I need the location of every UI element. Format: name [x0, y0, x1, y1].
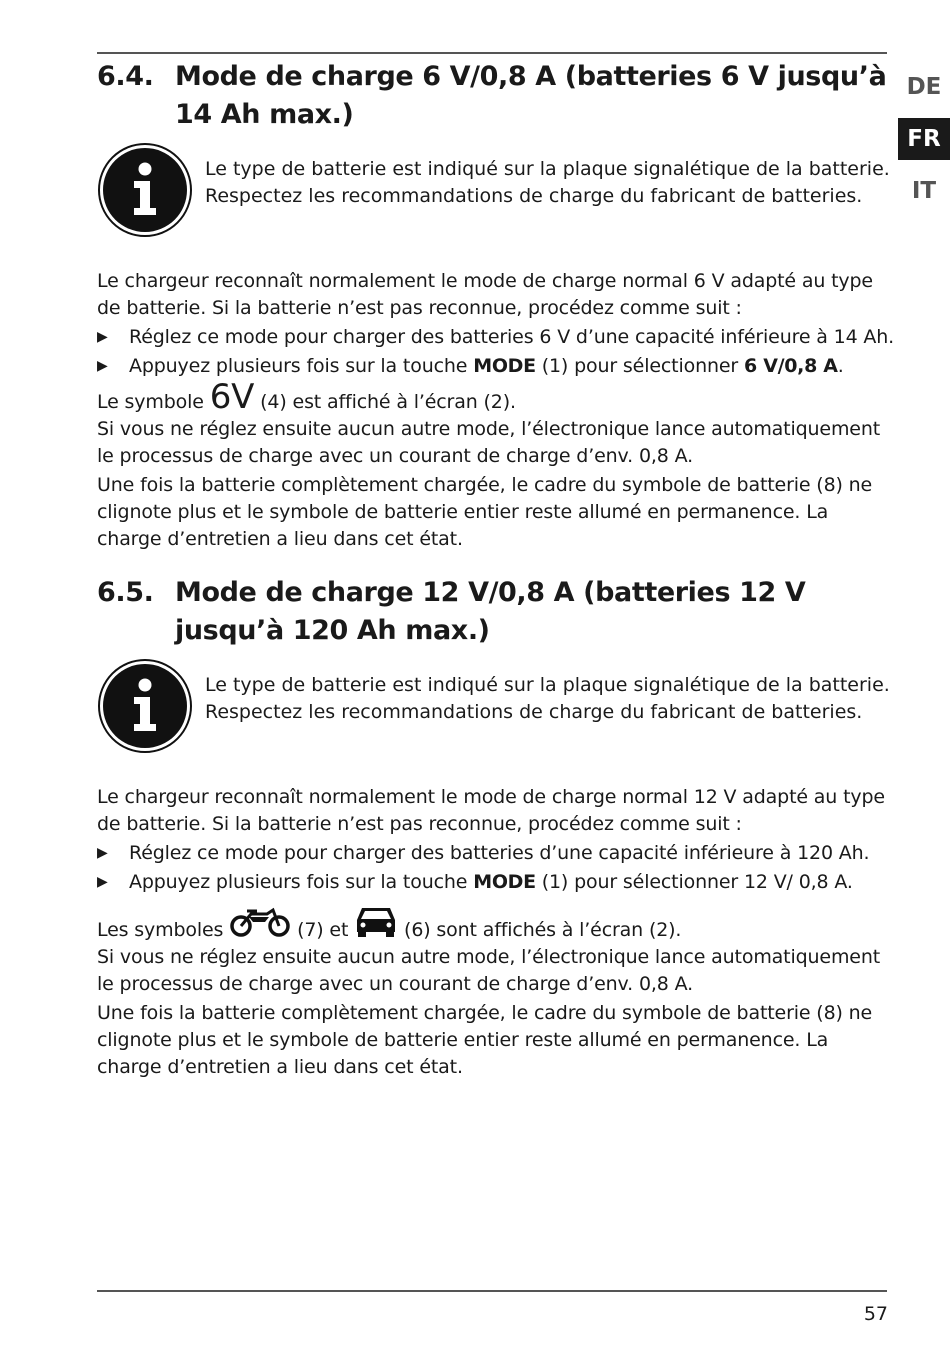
motorcycle-icon	[229, 906, 291, 938]
auto-paragraph: Si vous ne réglez ensuite aucun autre mode, l’électronique lance automatiquement le processus de charge avec un courant de charge d’env. 0,8 A.	[97, 946, 881, 995]
section-number: 6.4.	[97, 61, 154, 92]
symbol-paragraph: Le symbole 6V (4) est affiché à l’écran (2).	[97, 377, 516, 417]
bullet-text: Réglez ce mode pour charger des batteries d’une capacité inférieure à 120 Ah.	[129, 842, 870, 864]
page-number: 57	[863, 1303, 888, 1325]
bullet-text: Appuyez plusieurs fois sur la touche MODE (1) pour sélectionner 6 V/0,8 A.	[129, 355, 844, 377]
info-line: Respectez les recommandations de charge du fabricant de batteries.	[205, 185, 863, 207]
bullet-item	[97, 869, 897, 896]
bullet-triangle-icon: ▶	[97, 329, 108, 345]
section-title: Mode de charge 6 V/0,8 A (batteries 6 V jusqu’à 14 Ah max.)	[175, 61, 887, 130]
section-heading	[97, 574, 897, 650]
section-title: Mode de charge 12 V/0,8 A (batteries 12 V jusqu’à 120 Ah max.)	[175, 577, 806, 646]
symbol-paragraph: Les symboles (7) et (6) sont affichés à l’écran (2).	[97, 904, 897, 944]
bullet-text: Réglez ce mode pour charger des batteries 6 V d’une capacité inférieure à 14 Ah.	[129, 326, 895, 348]
bullet-item	[97, 324, 897, 351]
auto-paragraph: Si vous ne réglez ensuite aucun autre mode, l’électronique lance automatiquement le processus de charge avec un courant de charge d’env. 0,8 A.	[97, 418, 881, 467]
bullet-triangle-icon: ▶	[97, 845, 108, 861]
bullet-text: Appuyez plusieurs fois sur la touche MODE (1) pour sélectionner 12 V/ 0,8 A.	[129, 871, 853, 893]
info-box	[97, 658, 897, 754]
symbol-6v: 6V	[209, 377, 255, 417]
lang-tab-it[interactable]: IT	[911, 178, 937, 204]
top-rule	[97, 52, 887, 54]
mode-key-label: MODE	[473, 871, 536, 893]
lang-tab-de[interactable]: DE	[906, 74, 942, 100]
section-6-4	[97, 58, 897, 553]
maintenance-paragraph: Une fois la batterie complètement chargée, le cadre du symbole de batterie (8) ne clignote plus et le symbole de batterie entier reste allumé en permanence. La charge d’entretien a lieu dans cet état.	[97, 474, 873, 550]
bullet-item	[97, 353, 897, 380]
bullet-item	[97, 840, 897, 867]
bullet-triangle-icon: ▶	[97, 874, 108, 890]
mode-value: 6 V/0,8 A	[743, 355, 838, 377]
section-6-5	[97, 574, 897, 1081]
bottom-rule	[97, 1290, 887, 1292]
section-number: 6.5.	[97, 577, 154, 608]
bullet-triangle-icon: ▶	[97, 358, 108, 374]
maintenance-paragraph: Une fois la batterie complètement chargée, le cadre du symbole de batterie (8) ne clignote plus et le symbole de batterie entier reste allumé en permanence. La charge d’entretien a lieu dans cet état.	[97, 1002, 873, 1078]
car-icon	[354, 904, 398, 938]
info-icon	[97, 658, 193, 754]
intro-paragraph: Le chargeur reconnaît normalement le mode de charge normal 6 V adapté au type de batterie. Si la batterie n’est pas reconnue, procédez comme suit :	[97, 270, 873, 319]
info-line: Le type de batterie est indiqué sur la plaque signalétique de la batterie.	[205, 674, 890, 696]
info-line: Le type de batterie est indiqué sur la plaque signalétique de la batterie.	[205, 158, 890, 180]
section-heading	[97, 58, 897, 134]
lang-tab-fr[interactable]: FR	[898, 118, 950, 160]
info-icon	[97, 142, 193, 238]
info-box	[97, 142, 897, 238]
intro-paragraph: Le chargeur reconnaît normalement le mode de charge normal 12 V adapté au type de batterie. Si la batterie n’est pas reconnue, procédez comme suit :	[97, 786, 885, 835]
mode-key-label: MODE	[473, 355, 536, 377]
info-line: Respectez les recommandations de charge du fabricant de batteries.	[205, 701, 863, 723]
